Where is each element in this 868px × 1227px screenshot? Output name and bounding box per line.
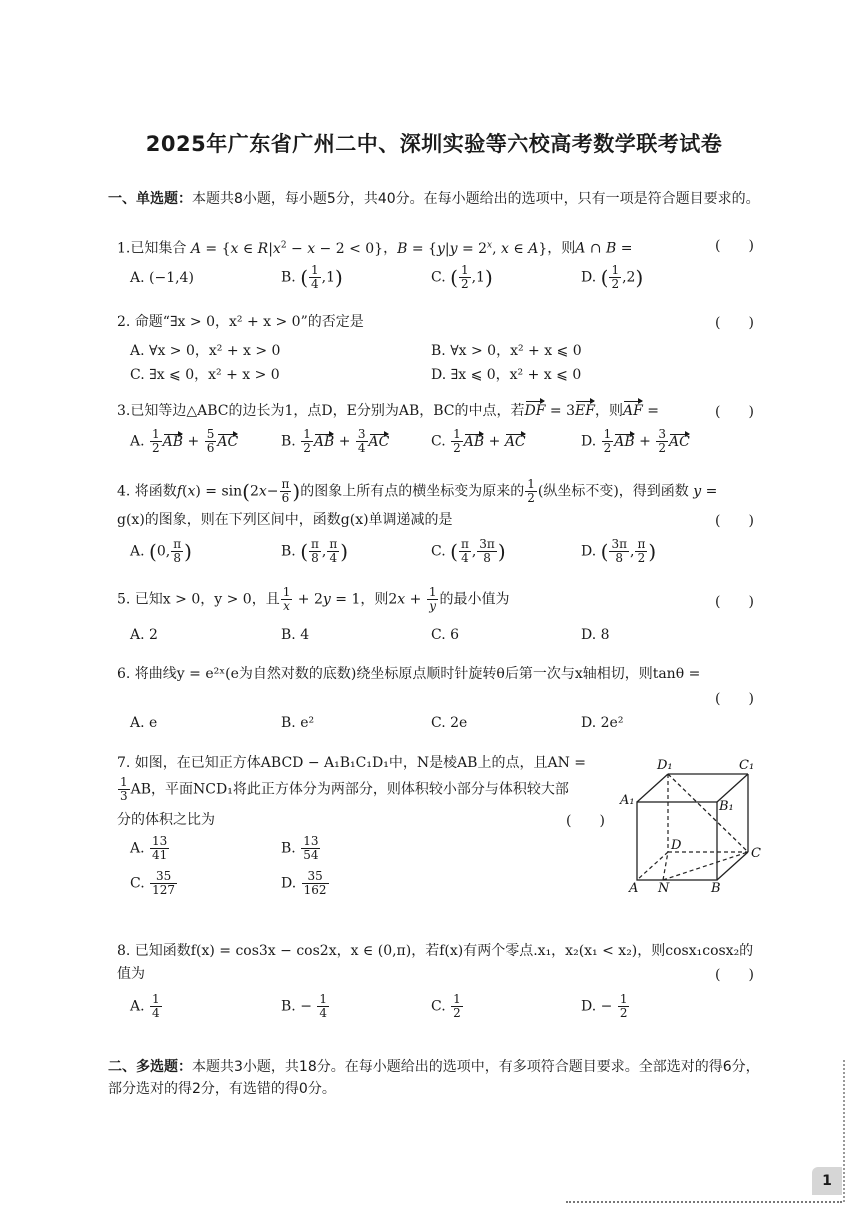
label-a1: A₁ xyxy=(620,793,635,808)
label-n: N xyxy=(658,881,670,896)
q7-option-d: D. $\frac{35}{162}$ xyxy=(281,869,327,897)
q8-option-a: A. $\frac{1}{4}$ xyxy=(130,992,160,1020)
q8-answer-blank: ( ) xyxy=(715,967,754,983)
question-6: 6. 将曲线y = e²ˣ(e为自然对数的底数)绕坐标原点顺时针旋转θ后第一次与x轴相切，则tanθ = xyxy=(117,666,701,682)
question-8-line-1: 8. 已知函数f(x) = cos3x − cos2x，x ∈ (0,π)，若f(x)有两个零点.x₁，x₂(x₁ < x₂)，则cosx₁cosx₂的 xyxy=(117,943,754,959)
question-7-line-1: 7. 如图，在已知正方体ABCD − A₁B₁C₁D₁中，N是棱AB上的点，且AN = xyxy=(117,755,587,771)
question-7-line-2: $\frac{1}{3}$ AB，平面NCD₁将此正方体分为两部分，则体积较小部分与体积较大部 xyxy=(120,775,569,803)
q4-option-d: D. ( $\frac{3\pi}{8}$ , $\frac{\pi}{2}$ ) xyxy=(581,537,657,565)
section-1-heading: 一、单选题： xyxy=(108,191,192,207)
q2-option-d: D. ∃x ⩽ 0，x² + x ⩽ 0 xyxy=(431,367,582,383)
q2-option-b: B. ∀x > 0，x² + x ⩽ 0 xyxy=(431,343,582,359)
q6-option-c: C. 2e xyxy=(431,715,468,731)
q8-option-b: B. − $\frac{1}{4}$ xyxy=(281,992,328,1020)
q4-option-b: B. ( $\frac{\pi}{8}$ , $\frac{\pi}{4}$ ) xyxy=(281,537,349,565)
question-8-line-2: 值为 xyxy=(117,966,145,982)
q1-option-a: A. (−1,4) xyxy=(130,270,194,286)
question-3: 3.已知等边△ABC的边长为1，点D，E分别为AB，BC的中点，若DF = 3EF，则AF = xyxy=(117,403,659,419)
q7-option-c: C. $\frac{35}{127}$ xyxy=(130,869,176,897)
q1-text: 已知集合 xyxy=(130,240,187,257)
q4-option-a: A. (0, $\frac{\pi}{8}$ ) xyxy=(130,537,192,565)
q7-option-a: A. $\frac{13}{41}$ xyxy=(130,834,168,862)
page-bottom-dotted-edge xyxy=(566,1201,842,1203)
label-b: B xyxy=(711,881,721,896)
label-c: C xyxy=(751,846,761,861)
q7-option-b: B. $\frac{13}{54}$ xyxy=(281,834,319,862)
q6-option-a: A. e xyxy=(130,715,158,731)
q3-option-d: D. $\frac{1}{2}$ AB + $\frac{3}{2}$ AC xyxy=(581,427,690,455)
label-b1: B₁ xyxy=(719,799,734,814)
q1-answer-blank: ( ) xyxy=(715,238,754,254)
page-corner-dotted-edge xyxy=(843,1060,845,1202)
question-5: 5. 已知x > 0，y > 0，且 $\frac{1}{x}$ + 2y = 1，则2x + $\frac{1}{y}$ 的最小值为 xyxy=(117,585,510,613)
question-1: 1.已知集合 A = {x ∈ $R|x^2 - x - 2 < 0$}，$B = \{y|y = 2^x$, x ∈ A}，则A ∩ B = xyxy=(117,240,633,257)
q1-option-c: C. ( $\frac{1}{2}$ ,1) xyxy=(431,263,493,291)
question-4-line-2: g(x)的图象，则在下列区间中，函数g(x)单调递减的是 xyxy=(117,512,453,528)
q5-option-d: D. 8 xyxy=(581,627,610,643)
q3-answer-blank: ( ) xyxy=(715,404,754,420)
q1-option-b: B. ( $\frac{1}{4}$ ,1) xyxy=(281,263,343,291)
q2-option-c: C. ∃x ⩽ 0，x² + x > 0 xyxy=(130,367,280,383)
q8-option-d: D. − $\frac{1}{2}$ xyxy=(581,992,628,1020)
q6-answer-blank: ( ) xyxy=(715,691,754,707)
page-number: 1 xyxy=(812,1167,842,1195)
label-c1: C₁ xyxy=(739,758,755,773)
q6-option-b: B. e² xyxy=(281,715,315,731)
q6-option-d: D. 2e² xyxy=(581,715,624,731)
q7-answer-blank: ( ) xyxy=(566,813,605,829)
cube-figure xyxy=(615,752,775,897)
q3-option-a: A. $\frac{1}{2}$ AB + $\frac{5}{6}$ AC xyxy=(130,427,239,455)
q8-option-c: C. $\frac{1}{2}$ xyxy=(431,992,461,1020)
q2-option-a: A. ∀x > 0，x² + x > 0 xyxy=(130,343,281,359)
q1-set-b: $B = \{y|y = 2^x$, x ∈ A} xyxy=(397,240,548,257)
q1-option-d: D. ( $\frac{1}{2}$ ,2) xyxy=(581,263,644,291)
label-d: D xyxy=(671,838,682,853)
question-7-line-3: 分的体积之比为 xyxy=(117,812,215,828)
q5-option-c: C. 6 xyxy=(431,627,460,643)
q1-set-a: A = {x ∈ $R|x^2 - x - 2 < 0$} xyxy=(190,240,384,257)
section-2-instructions xyxy=(108,1056,762,1100)
q5-option-b: B. 4 xyxy=(281,627,310,643)
q3-option-b: B. $\frac{1}{2}$ AB + $\frac{3}{4}$ AC xyxy=(281,427,390,455)
section-1-text: 本题共8小题，每小题5分，共40分。在每小题给出的选项中，只有一项是符合题目要求的。 xyxy=(192,191,760,207)
label-d1: D₁ xyxy=(657,758,673,773)
section-2-heading: 二、多选题： xyxy=(108,1059,192,1075)
question-2: 2. 命题“∃x > 0，x² + x > 0”的否定是 xyxy=(117,314,364,330)
q5-option-a: A. 2 xyxy=(130,627,158,643)
page-title: 2025年广东省广州二中、深圳实验等六校高考数学联考试卷 xyxy=(145,132,723,156)
question-4-line-1: 4. 将函数f(x) = sin(2x− $\frac{\pi}{6}$ )的图象上所有点的横坐标变为原来的 $\frac{1}{2}$ (纵坐标不变)，得到函数 y = xyxy=(117,477,718,505)
q5-answer-blank: ( ) xyxy=(715,594,754,610)
q4-answer-blank: ( ) xyxy=(715,513,754,529)
q4-option-c: C. ( $\frac{\pi}{4}$ , $\frac{3\pi}{8}$ ) xyxy=(431,537,506,565)
section-2-text: 本题共3小题，共18分。在每小题给出的选项中，有多项符合题目要求。全部选对的得6分，部分选对的得2分，有选错的得0分。 xyxy=(108,1059,760,1097)
q2-answer-blank: ( ) xyxy=(715,315,754,331)
section-1-instructions xyxy=(108,188,762,210)
q1-number: 1. xyxy=(117,240,131,257)
q3-option-c: C. $\frac{1}{2}$ AB + AC xyxy=(431,427,526,455)
label-a: A xyxy=(629,881,639,896)
